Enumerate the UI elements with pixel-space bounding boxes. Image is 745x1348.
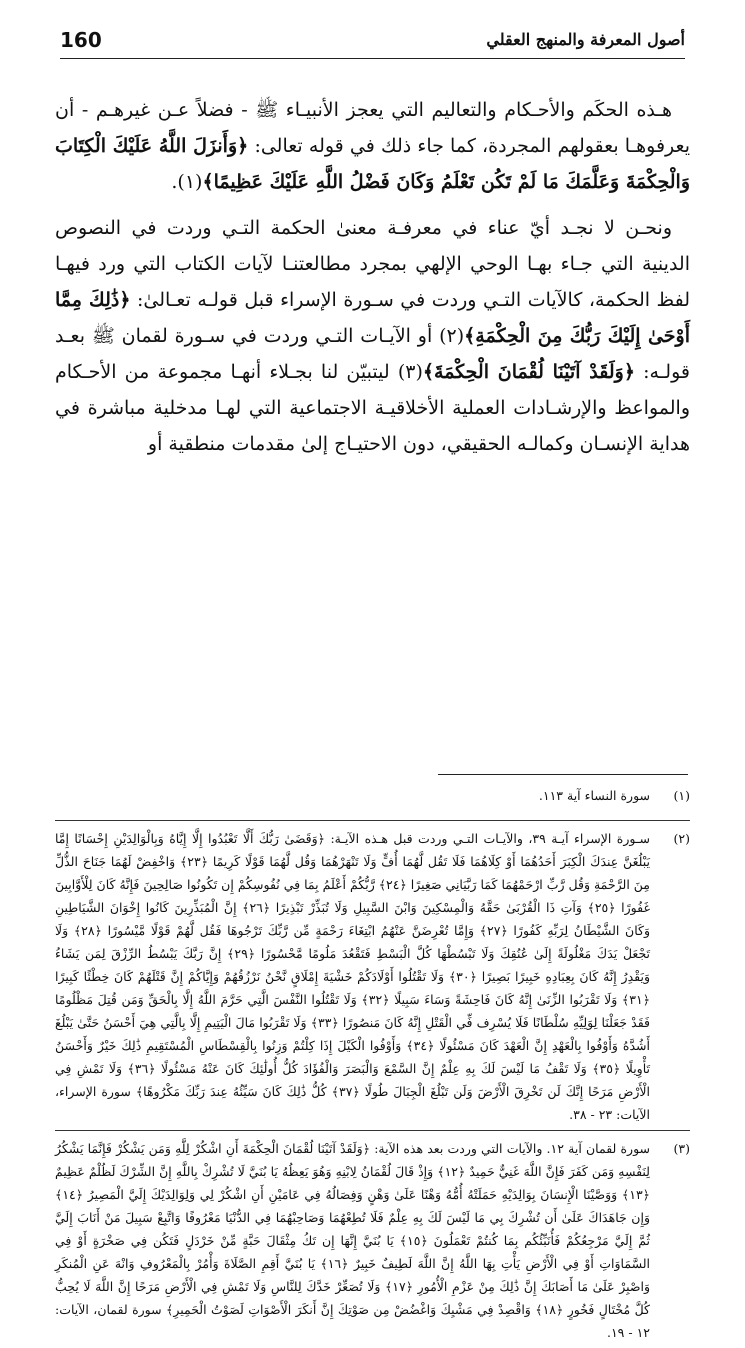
quran-quote-3: ﴿وَلَقَدْ آتَيْنَا لُقْمَانَ الْحِكْمَةَ﴾ (422, 361, 635, 383)
footnote-separator (55, 1130, 690, 1131)
paragraph-2-text-c: (٣) ليتبيّن لنا بجـلاء أنهـا مجموعة من الأحـكام والمواعظ والإرشـادات العملية الأخلاقيـة الاجتماعية التي لهـا مدخلية مباشرة في هداية الإنسـان وكمالـه الحقيقي، دون الاحتيـاج إلىٰ مقدمات منطقية أو (55, 361, 690, 455)
paragraph-2-text-a: ونحـن لا نجـد أيّ عناء في معرفـة معنىٰ الحكمة التـي وردت في النصوص الدينية التي جـاء بهـا الوحي الإلهي بمجرد مطالعتنـا لآيات الكتاب التي ورد فيهـا لفظ الحكمة، كالآيات التـي وردت في سـورة الإسراء قبل قولـه تعـالىٰ: (55, 217, 690, 311)
footnote-separator (55, 820, 690, 821)
page-number: 160 (60, 28, 102, 52)
page-header (60, 28, 685, 56)
footnote-divider (438, 774, 688, 775)
footnote-number: (٣) (673, 1141, 690, 1156)
quran-quote-2: ﴿ذَٰلِكَ مِمَّا أَوْحَىٰ إِلَيْكَ رَبُّكَ مِنَ الْحِكْمَةِ﴾ (55, 289, 690, 347)
footnote-ref-1: (١). (171, 171, 203, 193)
paragraph-2 (55, 210, 690, 462)
footnote-text: سورة لقمان آية ١٢. والآيات التي وردت بعد هذه الآية: ﴿وَلَقَدْ آتَيْنَا لُقْمَانَ الْحِكْمَةَ أَنِ اشْكُرْ لِلَّهِ وَمَن يَشْكُرْ فَإِنَّمَا يَشْكُرُ لِنَفْسِهِ وَمَن كَفَرَ فَإِنَّ اللَّهَ غَنِيٌّ حَمِيدٌ ﴿١٢﴾ وَإِذْ قَالَ لُقْمَانُ لِابْنِهِ وَهُوَ يَعِظُهُ يَا بُنَيَّ لَا تُشْرِكْ بِاللَّهِ إِنَّ الشِّرْكَ لَظُلْمٌ عَظِيمٌ ﴿١٣﴾ وَوَصَّيْنَا الْإِنسَانَ بِوَالِدَيْهِ حَمَلَتْهُ أُمُّهُ وَهْنًا عَلَىٰ وَهْنٍ وَفِصَالُهُ فِي عَامَيْنِ أَنِ اشْكُرْ لِي وَلِوَالِدَيْكَ إِلَيَّ الْمَصِيرُ ﴿١٤﴾ وَإِن جَاهَدَاكَ عَلَىٰ أَن تُشْرِكَ بِي مَا لَيْسَ لَكَ بِهِ عِلْمٌ فَلَا تُطِعْهُمَا وَصَاحِبْهُمَا فِي الدُّنْيَا مَعْرُوفًا وَاتَّبِعْ سَبِيلَ مَنْ أَنَابَ إِلَيَّ ثُمَّ إِلَيَّ مَرْجِعُكُمْ فَأُنَبِّئُكُم بِمَا كُنتُمْ تَعْمَلُونَ ﴿١٥﴾ يَا بُنَيَّ إِنَّهَا إِن تَكُ مِثْقَالَ حَبَّةٍ مِّنْ خَرْدَلٍ فَتَكُن فِي صَخْرَةٍ أَوْ فِي السَّمَاوَاتِ أَوْ فِي الْأَرْضِ يَأْتِ بِهَا اللَّهُ إِنَّ اللَّهَ لَطِيفٌ خَبِيرٌ ﴿١٦﴾ يَا بُنَيَّ أَقِمِ الصَّلَاةَ وَأْمُرْ بِالْمَعْرُوفِ وَانْهَ عَنِ الْمُنكَرِ وَاصْبِرْ عَلَىٰ مَا أَصَابَكَ إِنَّ ذَٰلِكَ مِنْ عَزْمِ الْأُمُورِ ﴿١٧﴾ وَلَا تُصَعِّرْ خَدَّكَ لِلنَّاسِ وَلَا تَمْشِ فِي الْأَرْضِ مَرَحًا إِنَّ اللَّهَ لَا يُحِبُّ كُلَّ مُخْتَالٍ فَخُورٍ ﴿١٨﴾ وَاقْصِدْ فِي مَشْيِكَ وَاغْضُضْ مِن صَوْتِكَ إِنَّ أَنكَرَ الْأَصْوَاتِ لَصَوْتُ الْحَمِيرِ﴾ سورة لقمان، الآيات: ١٢ - ١٩. (55, 1141, 651, 1340)
header-divider (60, 58, 685, 59)
paragraph-1 (55, 92, 690, 200)
footnote-number: (١) (673, 788, 690, 803)
footnote-number: (٢) (673, 831, 690, 846)
quran-quote-1: ﴿وَأَنزَلَ اللَّهُ عَلَيْكَ الْكِتَابَ وَالْحِكْمَةَ وَعَلَّمَكَ مَا لَمْ تَكُن تَعْلَمُ وَكَانَ فَضْلُ اللَّهِ عَلَيْكَ عَظِيمًا﴾ (55, 135, 690, 193)
footnote-text: سورة النساء آية ١١٣. (538, 788, 650, 803)
footnote-1 (55, 784, 690, 816)
footnote-text: سـورة الإسراء آيـة ٣٩، والآيـات التـي وردت قبل هـذه الآيـة: ﴿وَقَضَىٰ رَبُّكَ أَلَّا تَعْبُدُوا إِلَّا إِيَّاهُ وَبِالْوَالِدَيْنِ إِحْسَانًا إِمَّا يَبْلُغَنَّ عِندَكَ الْكِبَرَ أَحَدُهُمَا أَوْ كِلَاهُمَا فَلَا تَقُل لَّهُمَا أُفٍّ وَلَا تَنْهَرْهُمَا وَقُل لَّهُمَا قَوْلًا كَرِيمًا ﴿٢٣﴾ وَاخْفِضْ لَهُمَا جَنَاحَ الذُّلِّ مِنَ الرَّحْمَةِ وَقُل رَّبِّ ارْحَمْهُمَا كَمَا رَبَّيَانِي صَغِيرًا ﴿٢٤﴾ رَّبُّكُمْ أَعْلَمُ بِمَا فِي نُفُوسِكُمْ إِن تَكُونُوا صَالِحِينَ فَإِنَّهُ كَانَ لِلْأَوَّابِينَ غَفُورًا ﴿٢٥﴾ وَآتِ ذَا الْقُرْبَىٰ حَقَّهُ وَالْمِسْكِينَ وَابْنَ السَّبِيلِ وَلَا تُبَذِّرْ تَبْذِيرًا ﴿٢٦﴾ إِنَّ الْمُبَذِّرِينَ كَانُوا إِخْوَانَ الشَّيَاطِينِ وَكَانَ الشَّيْطَانُ لِرَبِّهِ كَفُورًا ﴿٢٧﴾ وَإِمَّا تُعْرِضَنَّ عَنْهُمُ ابْتِغَاءَ رَحْمَةٍ مِّن رَّبِّكَ تَرْجُوهَا فَقُل لَّهُمْ قَوْلًا مَّيْسُورًا ﴿٢٨﴾ وَلَا تَجْعَلْ يَدَكَ مَغْلُولَةً إِلَىٰ عُنُقِكَ وَلَا تَبْسُطْهَا كُلَّ الْبَسْطِ فَتَقْعُدَ مَلُومًا مَّحْسُورًا ﴿٢٩﴾ إِنَّ رَبَّكَ يَبْسُطُ الرِّزْقَ لِمَن يَشَاءُ وَيَقْدِرُ إِنَّهُ كَانَ بِعِبَادِهِ خَبِيرًا بَصِيرًا ﴿٣٠﴾ وَلَا تَقْتُلُوا أَوْلَادَكُمْ خَشْيَةَ إِمْلَاقٍ نَّحْنُ نَرْزُقُهُمْ وَإِيَّاكُمْ إِنَّ قَتْلَهُمْ كَانَ خِطْئًا كَبِيرًا ﴿٣١﴾ وَلَا تَقْرَبُوا الزِّنَىٰ إِنَّهُ كَانَ فَاحِشَةً وَسَاءَ سَبِيلًا ﴿٣٢﴾ وَلَا تَقْتُلُوا النَّفْسَ الَّتِي حَرَّمَ اللَّهُ إِلَّا بِالْحَقِّ وَمَن قُتِلَ مَظْلُومًا فَقَدْ جَعَلْنَا لِوَلِيِّهِ سُلْطَانًا فَلَا يُسْرِف فِّي الْقَتْلِ إِنَّهُ كَانَ مَنصُورًا ﴿٣٣﴾ وَلَا تَقْرَبُوا مَالَ الْيَتِيمِ إِلَّا بِالَّتِي هِيَ أَحْسَنُ حَتَّىٰ يَبْلُغَ أَشُدَّهُ وَأَوْفُوا بِالْعَهْدِ إِنَّ الْعَهْدَ كَانَ مَسْئُولًا ﴿٣٤﴾ وَأَوْفُوا الْكَيْلَ إِذَا كِلْتُمْ وَزِنُوا بِالْقِسْطَاسِ الْمُسْتَقِيمِ ذَٰلِكَ خَيْرٌ وَأَحْسَنُ تَأْوِيلًا ﴿٣٥﴾ وَلَا تَقْفُ مَا لَيْسَ لَكَ بِهِ عِلْمٌ إِنَّ السَّمْعَ وَالْبَصَرَ وَالْفُؤَادَ كُلُّ أُولَٰئِكَ كَانَ عَنْهُ مَسْئُولًا ﴿٣٦﴾ وَلَا تَمْشِ فِي الْأَرْضِ مَرَحًا إِنَّكَ لَن تَخْرِقَ الْأَرْضَ وَلَن تَبْلُغَ الْجِبَالَ طُولًا ﴿٣٧﴾ كُلُّ ذَٰلِكَ كَانَ سَيِّئُهُ عِندَ رَبِّكَ مَكْرُوهًا﴾ سورة الإسراء، الآيات: ٢٣ - ٣٨. (55, 831, 651, 1122)
main-text (55, 92, 690, 462)
running-title: أصول المعرفة والمنهج العقلي (486, 30, 685, 49)
footnotes (55, 784, 690, 1348)
footnote-3 (55, 1137, 690, 1344)
footnote-2 (55, 827, 690, 1126)
paragraph-1-text: هـذه الحكَم والأحـكام والتعاليم التي يعجز الأنبيـاء ﷺ - فضلاً عـن غيرهـم - أن يعرفوهـا بعقولهم المجردة، كما جاء ذلك في قوله تعالى: (55, 99, 690, 157)
paragraph-2-text-b: (٢) أو الآيـات التـي وردت في سـورة لقمان ﷺ بعـد قولـه: (55, 325, 690, 383)
